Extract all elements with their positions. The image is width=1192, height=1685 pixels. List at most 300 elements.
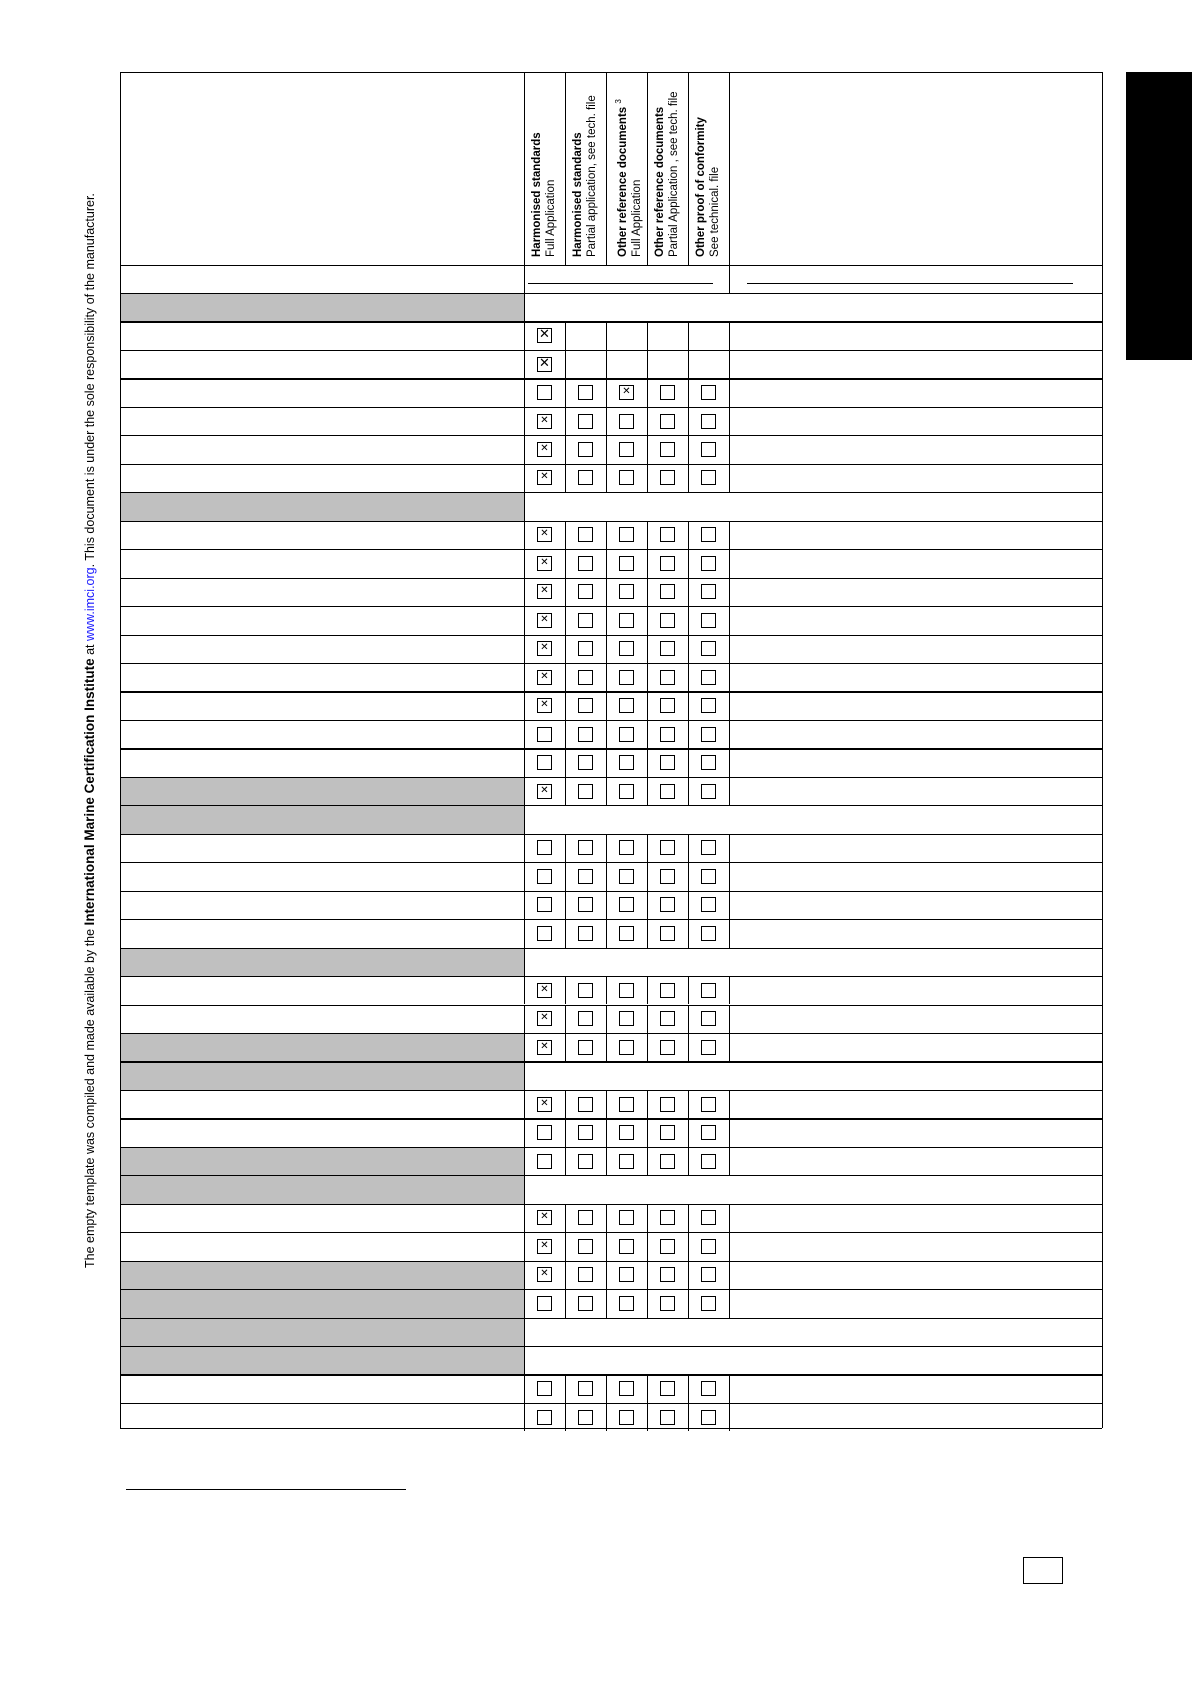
- requirement-cell[interactable]: [120, 606, 524, 634]
- checkbox-5[interactable]: [701, 727, 716, 742]
- checkbox-5[interactable]: [701, 897, 716, 912]
- requirement-cell[interactable]: [120, 691, 524, 719]
- checkbox-5[interactable]: [701, 1154, 716, 1169]
- column-rule: [606, 976, 607, 1004]
- requirement-cell[interactable]: [120, 834, 524, 862]
- checkbox-3[interactable]: [619, 584, 634, 599]
- checkbox-1[interactable]: [537, 840, 552, 855]
- checkbox-1[interactable]: [537, 983, 552, 998]
- checkbox-2[interactable]: [578, 1239, 593, 1254]
- column-rule: [729, 720, 730, 748]
- checkbox-3[interactable]: [619, 698, 634, 713]
- checkbox-5[interactable]: [701, 1239, 716, 1254]
- requirement-cell[interactable]: [120, 1005, 524, 1033]
- column-rule: [688, 578, 689, 606]
- header-column-rule: [688, 72, 689, 265]
- column-rule: [565, 720, 566, 748]
- row-rule: [120, 948, 1102, 949]
- requirement-cell[interactable]: [120, 578, 524, 606]
- checkbox-3[interactable]: [619, 1267, 634, 1282]
- checkbox-1[interactable]: [537, 1210, 552, 1225]
- checkbox-4[interactable]: [660, 527, 675, 542]
- checkbox-3[interactable]: [619, 1125, 634, 1140]
- checkbox-3[interactable]: [619, 1097, 634, 1112]
- requirement-cell[interactable]: [120, 635, 524, 663]
- column-rule: [688, 635, 689, 663]
- checkbox-1[interactable]: [537, 1097, 552, 1112]
- checkbox-1[interactable]: [537, 1296, 552, 1311]
- column-rule: [606, 663, 607, 691]
- column-header-2: [571, 78, 599, 257]
- requirement-cell[interactable]: [120, 1118, 524, 1146]
- checkbox-2[interactable]: [578, 556, 593, 571]
- row-rule: [120, 293, 1102, 294]
- header-column-rule: [729, 72, 730, 265]
- notice-suffix: . This document is under the sole responsibility of the manufacturer.: [83, 193, 97, 568]
- column-rule: [729, 663, 730, 691]
- checkbox-4[interactable]: [660, 641, 675, 656]
- reference-fill-line: [747, 283, 1073, 284]
- checkbox-5[interactable]: [701, 755, 716, 770]
- checkbox-4[interactable]: [660, 983, 675, 998]
- requirement-cell[interactable]: [120, 435, 524, 463]
- checkbox-5[interactable]: [701, 1381, 716, 1396]
- checkbox-4[interactable]: [660, 613, 675, 628]
- checkbox-3[interactable]: [619, 926, 634, 941]
- checkbox-3[interactable]: [619, 755, 634, 770]
- checkbox-1[interactable]: [537, 556, 552, 571]
- column-rule: [565, 1232, 566, 1260]
- column-rule: [729, 635, 730, 663]
- column-rule: [524, 321, 525, 349]
- checkbox-5[interactable]: [701, 556, 716, 571]
- checkbox-2[interactable]: [578, 584, 593, 599]
- column-rule: [606, 407, 607, 435]
- checkbox-4[interactable]: [660, 1097, 675, 1112]
- header-bottom-rule: [120, 265, 1102, 266]
- column-header-title: Other reference documents: [654, 106, 666, 257]
- checkbox-4[interactable]: [660, 470, 675, 485]
- checkbox-3[interactable]: [619, 1381, 634, 1396]
- checkbox-2[interactable]: [578, 1040, 593, 1055]
- requirement-cell[interactable]: [120, 891, 524, 919]
- column-rule: [688, 777, 689, 805]
- checkbox-5[interactable]: [701, 414, 716, 429]
- row-rule: [120, 1175, 1102, 1176]
- checkbox-1[interactable]: [537, 1040, 552, 1055]
- column-rule: [729, 1289, 730, 1317]
- requirement-cell[interactable]: [120, 1204, 524, 1232]
- checkbox-1[interactable]: [537, 926, 552, 941]
- column-rule: [565, 1090, 566, 1118]
- checkbox-4[interactable]: [660, 385, 675, 400]
- requirement-cell[interactable]: [120, 350, 524, 378]
- column-rule: [729, 1232, 730, 1260]
- checkbox-3[interactable]: [619, 670, 634, 685]
- checkbox-3[interactable]: [619, 727, 634, 742]
- checkbox-2[interactable]: [578, 641, 593, 656]
- column-rule: [565, 321, 566, 349]
- column-rule: [565, 862, 566, 890]
- header-column-rule: [524, 72, 525, 265]
- checkbox-5[interactable]: [701, 784, 716, 799]
- column-rule: [606, 862, 607, 890]
- checkbox-5[interactable]: [701, 641, 716, 656]
- requirement-cell[interactable]: [120, 549, 524, 577]
- column-rule: [729, 350, 730, 378]
- column-rule: [688, 1090, 689, 1118]
- checkbox-2[interactable]: [578, 385, 593, 400]
- checkbox-2[interactable]: [578, 1381, 593, 1396]
- checkbox-1[interactable]: [537, 527, 552, 542]
- column-rule: [524, 521, 525, 549]
- column-rule: [565, 1118, 566, 1146]
- checkbox-3[interactable]: [619, 527, 634, 542]
- column-rule: [688, 464, 689, 492]
- column-rule: [688, 862, 689, 890]
- column-rule: [565, 378, 566, 406]
- section-heading-cell: [120, 1289, 524, 1317]
- checkbox-2[interactable]: [578, 1210, 593, 1225]
- checkbox-1[interactable]: [537, 442, 552, 457]
- column-rule: [565, 891, 566, 919]
- checkbox-4[interactable]: [660, 1381, 675, 1396]
- column-rule: [524, 1061, 525, 1089]
- checkbox-1[interactable]: [537, 869, 552, 884]
- checkbox-1[interactable]: [537, 1267, 552, 1282]
- column-header-title: Other reference documents: [616, 106, 629, 257]
- column-rule: [524, 663, 525, 691]
- checkbox-4[interactable]: [660, 869, 675, 884]
- checkbox-1[interactable]: [537, 1154, 552, 1169]
- checkbox-2[interactable]: [578, 414, 593, 429]
- checkbox-3[interactable]: [619, 1410, 634, 1425]
- column-rule: [565, 635, 566, 663]
- checkbox-5[interactable]: [701, 1097, 716, 1112]
- checkbox-4[interactable]: [660, 1410, 675, 1425]
- requirement-cell[interactable]: [120, 720, 524, 748]
- checkbox-5[interactable]: [701, 869, 716, 884]
- footnote-separator: [126, 1489, 406, 1490]
- checkbox-3[interactable]: [619, 983, 634, 998]
- column-header-subtitle: Partial application, see tech. file: [586, 95, 598, 257]
- requirement-cell[interactable]: [120, 1374, 524, 1402]
- checkbox-4[interactable]: [660, 1267, 675, 1282]
- column-rule: [647, 748, 648, 776]
- checkbox-5[interactable]: [701, 670, 716, 685]
- row-rule: [120, 578, 1102, 579]
- checkbox-1[interactable]: [537, 1381, 552, 1396]
- checkbox-3[interactable]: [619, 869, 634, 884]
- checkbox-2[interactable]: [578, 613, 593, 628]
- column-rule: [606, 1374, 607, 1402]
- column-rule: [647, 1005, 648, 1033]
- checkbox-1[interactable]: [537, 357, 552, 372]
- requirement-cell[interactable]: [120, 407, 524, 435]
- page-number-box: [1023, 1557, 1063, 1584]
- row-rule: [120, 350, 1102, 351]
- checkbox-5[interactable]: [701, 442, 716, 457]
- checkbox-1[interactable]: [537, 414, 552, 429]
- row-rule: [120, 891, 1102, 892]
- checkbox-3[interactable]: [619, 1210, 634, 1225]
- checkbox-3[interactable]: [619, 385, 634, 400]
- column-rule: [729, 862, 730, 890]
- column-rule: [606, 1204, 607, 1232]
- checkbox-1[interactable]: [537, 897, 552, 912]
- requirement-cell[interactable]: [120, 862, 524, 890]
- checkbox-3[interactable]: [619, 1040, 634, 1055]
- checkbox-1[interactable]: [537, 470, 552, 485]
- checkbox-5[interactable]: [701, 527, 716, 542]
- checkbox-2[interactable]: [578, 527, 593, 542]
- column-rule: [647, 720, 648, 748]
- checkbox-5[interactable]: [701, 983, 716, 998]
- requirement-cell[interactable]: [120, 464, 524, 492]
- checkbox-4[interactable]: [660, 1011, 675, 1026]
- checkbox-4[interactable]: [660, 556, 675, 571]
- checkbox-2[interactable]: [578, 470, 593, 485]
- requirement-cell[interactable]: [120, 321, 524, 349]
- checkbox-2[interactable]: [578, 926, 593, 941]
- checkbox-4[interactable]: [660, 784, 675, 799]
- checkbox-1[interactable]: [537, 755, 552, 770]
- checkbox-2[interactable]: [578, 840, 593, 855]
- table-right-rule: [1102, 72, 1103, 1428]
- column-rule: [606, 720, 607, 748]
- checkbox-1[interactable]: [537, 584, 552, 599]
- checkbox-2[interactable]: [578, 670, 593, 685]
- checkbox-1[interactable]: [537, 1410, 552, 1425]
- row-rule: [120, 435, 1102, 436]
- column-rule: [688, 1374, 689, 1402]
- column-rule: [688, 720, 689, 748]
- checkbox-3[interactable]: [619, 442, 634, 457]
- column-rule: [565, 1147, 566, 1175]
- requirement-cell[interactable]: [120, 521, 524, 549]
- requirement-cell[interactable]: [120, 1090, 524, 1118]
- checkbox-2[interactable]: [578, 983, 593, 998]
- checkbox-5[interactable]: [701, 698, 716, 713]
- requirement-cell[interactable]: [120, 1232, 524, 1260]
- checkbox-5[interactable]: [701, 470, 716, 485]
- column-rule: [647, 521, 648, 549]
- checkbox-2[interactable]: [578, 442, 593, 457]
- column-rule: [606, 464, 607, 492]
- checkbox-5[interactable]: [701, 613, 716, 628]
- column-rule: [647, 1204, 648, 1232]
- column-rule: [647, 378, 648, 406]
- checkbox-3[interactable]: [619, 897, 634, 912]
- column-rule: [606, 1090, 607, 1118]
- row-rule: [120, 1232, 1102, 1233]
- column-rule: [729, 578, 730, 606]
- row-rule: [120, 1204, 1102, 1205]
- reference-fill-line: [528, 283, 713, 284]
- checkbox-4[interactable]: [660, 926, 675, 941]
- row-rule: [120, 378, 1102, 379]
- checkbox-4[interactable]: [660, 727, 675, 742]
- column-rule: [524, 265, 525, 293]
- checkbox-5[interactable]: [701, 1296, 716, 1311]
- checkbox-2[interactable]: [578, 1011, 593, 1026]
- checkbox-3[interactable]: [619, 784, 634, 799]
- column-rule: [524, 1374, 525, 1402]
- checkbox-4[interactable]: [660, 755, 675, 770]
- column-rule: [688, 350, 689, 378]
- requirement-cell[interactable]: [120, 976, 524, 1004]
- checkbox-2[interactable]: [578, 869, 593, 884]
- column-rule: [729, 691, 730, 719]
- checkbox-4[interactable]: [660, 442, 675, 457]
- checkbox-4[interactable]: [660, 1239, 675, 1254]
- column-rule: [606, 834, 607, 862]
- table-left-rule: [120, 72, 121, 1428]
- checkbox-4[interactable]: [660, 414, 675, 429]
- checkbox-4[interactable]: [660, 1125, 675, 1140]
- column-rule: [524, 435, 525, 463]
- checkbox-1[interactable]: [537, 1011, 552, 1026]
- checkbox-2[interactable]: [578, 784, 593, 799]
- column-rule: [524, 976, 525, 1004]
- row-rule: [120, 1061, 1102, 1062]
- checkbox-2[interactable]: [578, 755, 593, 770]
- checkbox-2[interactable]: [578, 897, 593, 912]
- column-rule: [688, 1147, 689, 1175]
- column-rule: [729, 606, 730, 634]
- column-rule: [565, 606, 566, 634]
- checkbox-3[interactable]: [619, 641, 634, 656]
- requirement-cell[interactable]: [120, 663, 524, 691]
- column-rule: [524, 1289, 525, 1317]
- checkbox-1[interactable]: [537, 727, 552, 742]
- column-rule: [606, 635, 607, 663]
- column-rule: [565, 834, 566, 862]
- column-rule: [524, 407, 525, 435]
- column-rule: [647, 1033, 648, 1061]
- column-rule: [606, 350, 607, 378]
- column-rule: [729, 777, 730, 805]
- row-rule: [120, 1033, 1102, 1034]
- checkbox-4[interactable]: [660, 1154, 675, 1169]
- column-rule: [688, 1005, 689, 1033]
- column-rule: [524, 691, 525, 719]
- column-rule: [565, 350, 566, 378]
- column-rule: [524, 1318, 525, 1346]
- checkbox-4[interactable]: [660, 1040, 675, 1055]
- checkbox-1[interactable]: [537, 613, 552, 628]
- column-rule: [729, 1090, 730, 1118]
- checkbox-1[interactable]: [537, 641, 552, 656]
- column-rule: [688, 748, 689, 776]
- checkbox-5[interactable]: [701, 1210, 716, 1225]
- checkbox-1[interactable]: [537, 784, 552, 799]
- column-rule: [688, 663, 689, 691]
- column-rule: [729, 1033, 730, 1061]
- row-rule: [120, 1147, 1102, 1148]
- checkbox-3[interactable]: [619, 470, 634, 485]
- row-rule: [120, 606, 1102, 607]
- checkbox-3[interactable]: [619, 414, 634, 429]
- column-rule: [647, 1289, 648, 1317]
- checkbox-5[interactable]: [701, 584, 716, 599]
- checkbox-4[interactable]: [660, 698, 675, 713]
- institute-link[interactable]: www.imci.org: [83, 567, 97, 641]
- checkbox-2[interactable]: [578, 1097, 593, 1112]
- checkbox-4[interactable]: [660, 670, 675, 685]
- checkbox-4[interactable]: [660, 897, 675, 912]
- checkbox-2[interactable]: [578, 1267, 593, 1282]
- row-rule: [120, 1403, 1102, 1404]
- checkbox-1[interactable]: [537, 1239, 552, 1254]
- column-rule: [524, 492, 525, 520]
- checkbox-1[interactable]: [537, 328, 552, 343]
- checkbox-5[interactable]: [701, 1040, 716, 1055]
- column-rule: [647, 350, 648, 378]
- checkbox-5[interactable]: [701, 1011, 716, 1026]
- checkbox-5[interactable]: [701, 840, 716, 855]
- column-rule: [524, 1118, 525, 1146]
- column-rule: [647, 663, 648, 691]
- column-rule: [565, 1289, 566, 1317]
- checkbox-3[interactable]: [619, 1239, 634, 1254]
- column-rule: [565, 748, 566, 776]
- checkbox-3[interactable]: [619, 1154, 634, 1169]
- row-rule: [120, 1318, 1102, 1319]
- requirement-cell[interactable]: [120, 919, 524, 947]
- requirement-cell[interactable]: [120, 748, 524, 776]
- checkbox-5[interactable]: [701, 926, 716, 941]
- section-heading-cell: [120, 777, 524, 805]
- checkbox-2[interactable]: [578, 1154, 593, 1169]
- checkbox-2[interactable]: [578, 1296, 593, 1311]
- checkbox-5[interactable]: [701, 1410, 716, 1425]
- checkbox-1[interactable]: [537, 1125, 552, 1140]
- column-rule: [606, 578, 607, 606]
- checkbox-3[interactable]: [619, 556, 634, 571]
- checkbox-3[interactable]: [619, 613, 634, 628]
- column-rule: [647, 777, 648, 805]
- column-rule: [647, 435, 648, 463]
- checkbox-3[interactable]: [619, 1011, 634, 1026]
- checkbox-5[interactable]: [701, 1125, 716, 1140]
- checkbox-5[interactable]: [701, 1267, 716, 1282]
- section-heading-cell: [120, 1033, 524, 1061]
- column-rule: [524, 834, 525, 862]
- column-rule: [729, 1005, 730, 1033]
- checkbox-3[interactable]: [619, 1296, 634, 1311]
- checkbox-3[interactable]: [619, 840, 634, 855]
- column-header-title: Other proof of conformity: [695, 117, 707, 257]
- checkbox-4[interactable]: [660, 840, 675, 855]
- row-rule: [120, 1374, 1102, 1375]
- checkbox-2[interactable]: [578, 1410, 593, 1425]
- column-rule: [647, 635, 648, 663]
- row-rule: [120, 321, 1102, 322]
- row-rule: [120, 549, 1102, 550]
- checkbox-1[interactable]: [537, 385, 552, 400]
- checkbox-4[interactable]: [660, 1296, 675, 1311]
- checkbox-2[interactable]: [578, 1125, 593, 1140]
- checkbox-2[interactable]: [578, 698, 593, 713]
- checkbox-1[interactable]: [537, 698, 552, 713]
- checkbox-4[interactable]: [660, 1210, 675, 1225]
- checkbox-1[interactable]: [537, 670, 552, 685]
- requirement-cell[interactable]: [120, 378, 524, 406]
- checkbox-5[interactable]: [701, 385, 716, 400]
- checkbox-4[interactable]: [660, 584, 675, 599]
- checkbox-2[interactable]: [578, 727, 593, 742]
